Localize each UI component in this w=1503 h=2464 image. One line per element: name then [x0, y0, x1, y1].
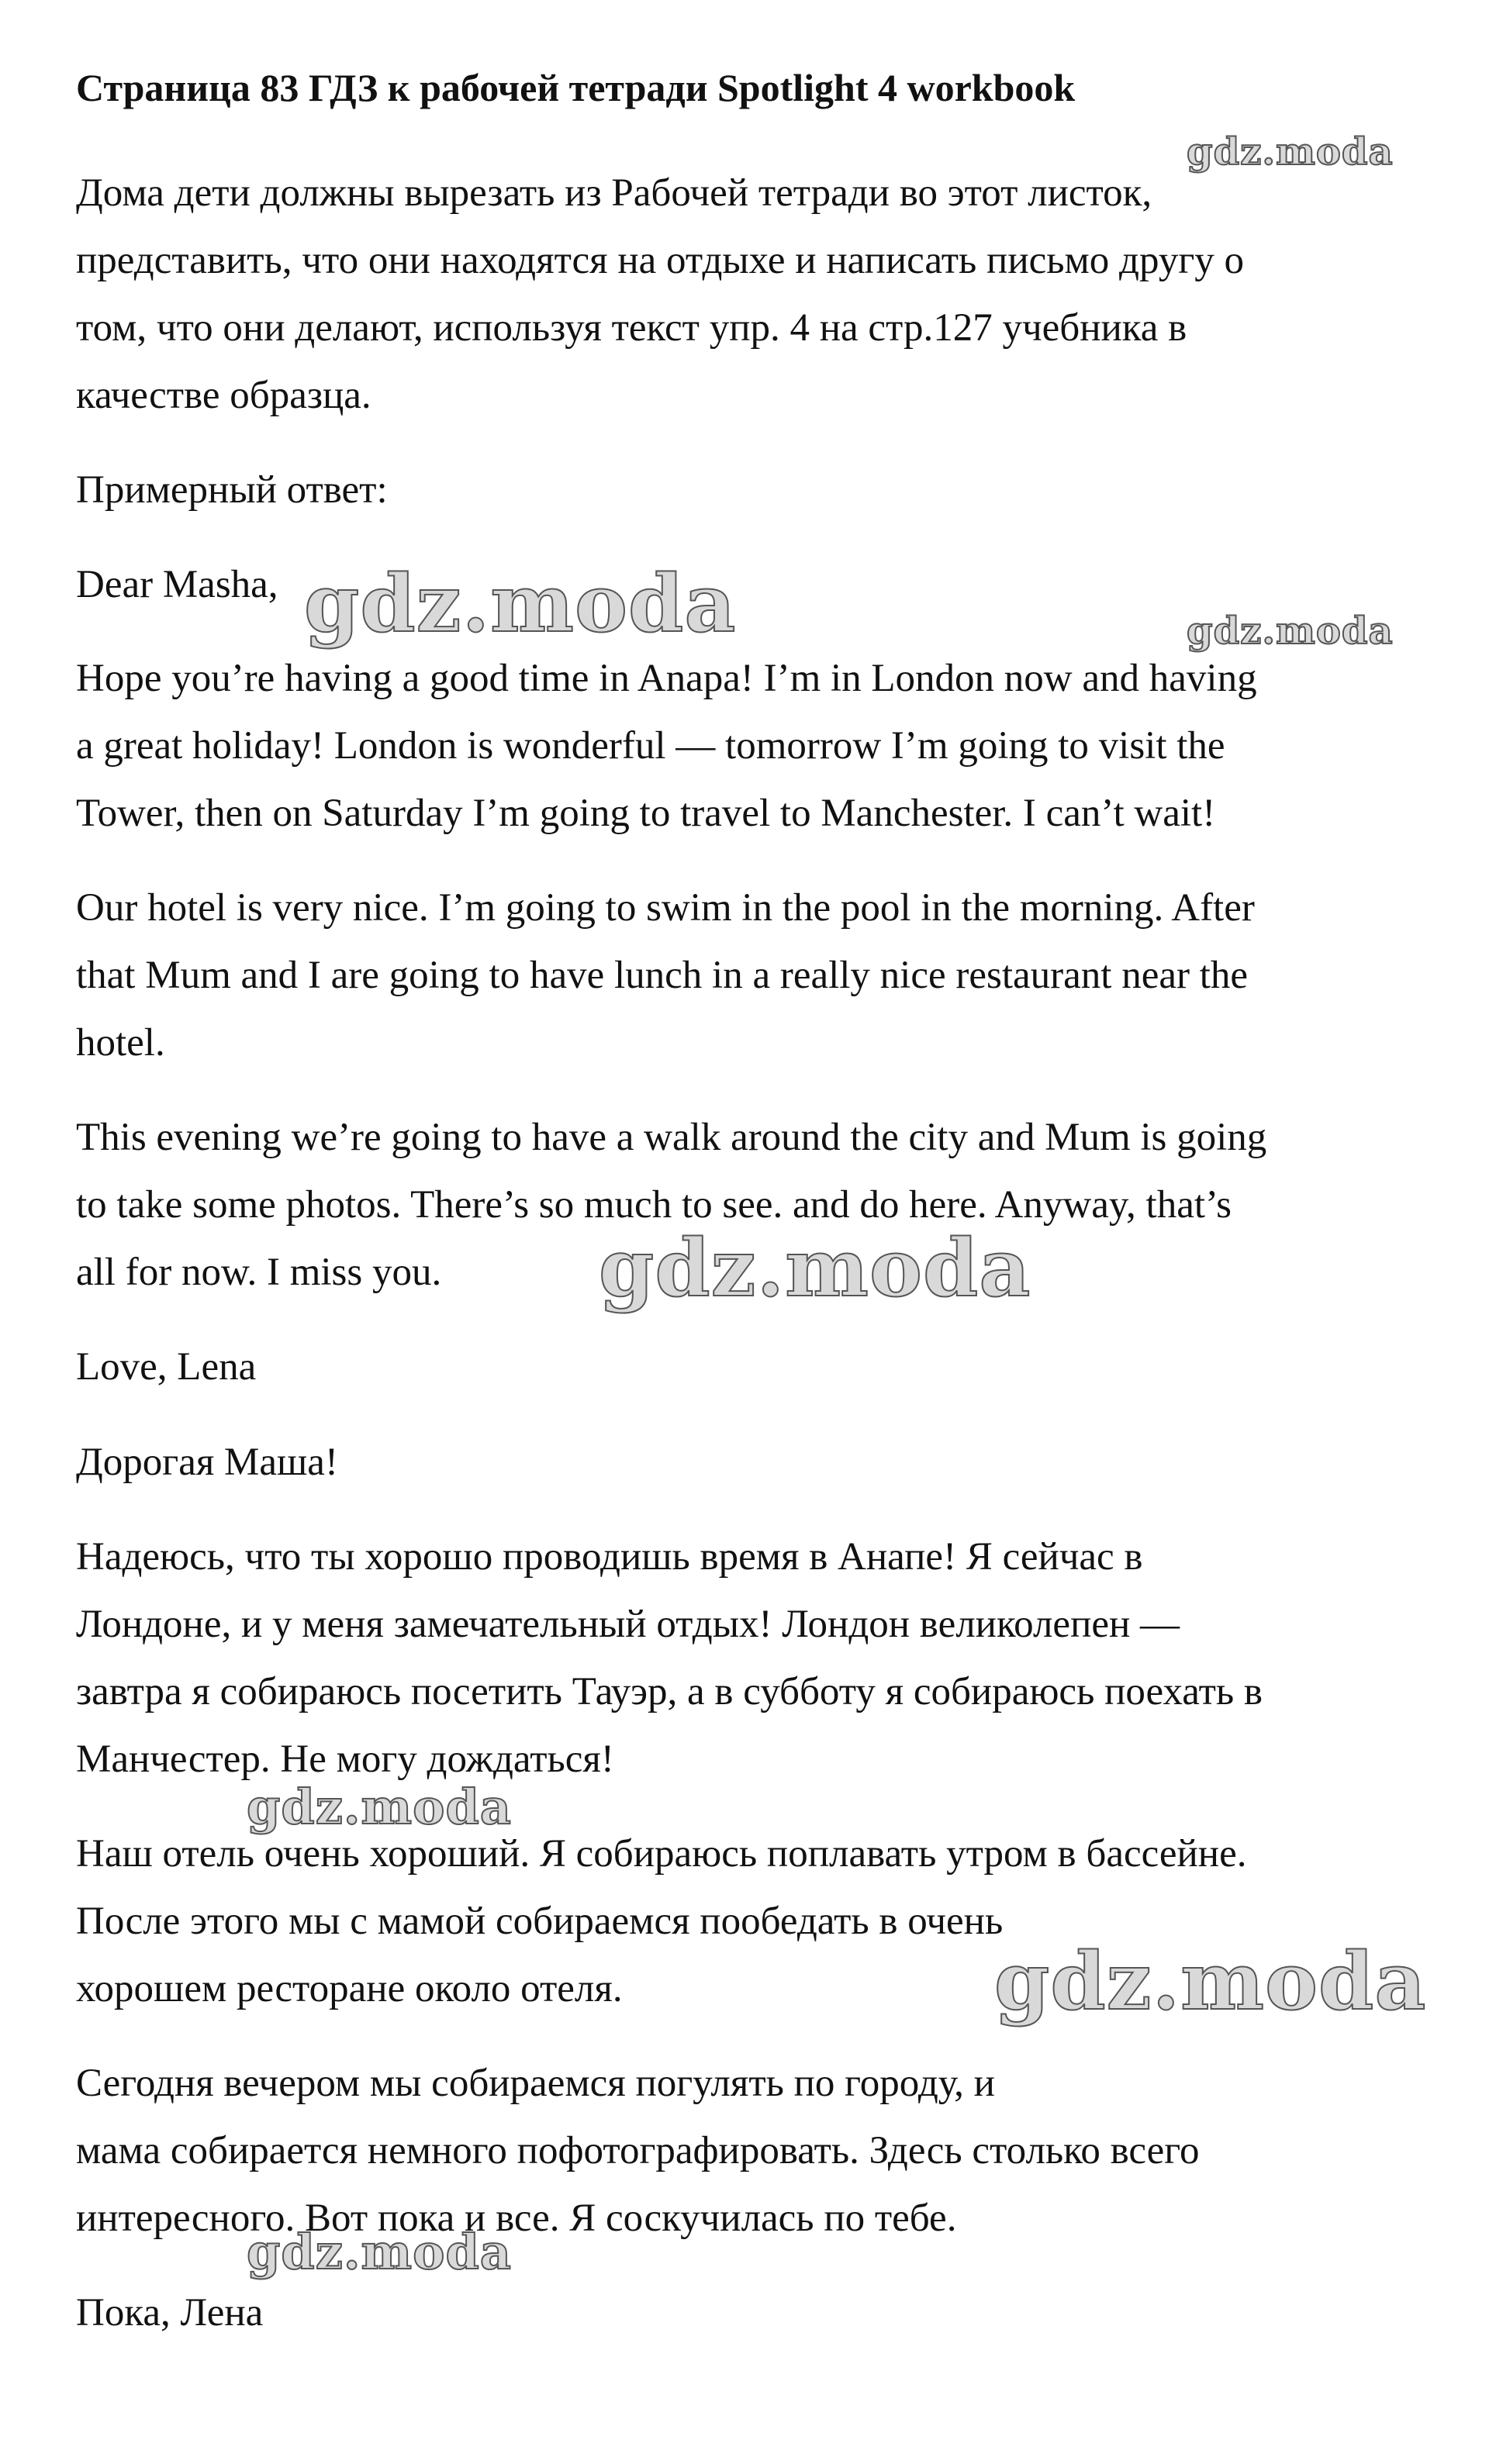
- english-paragraph-2-line-3: hotel.: [76, 1021, 165, 1065]
- english-paragraph-1-line-1: Hope you’re having a good time in Anapa! I’m in London now and having: [76, 657, 1257, 700]
- instruction-line-3: том, что они делают, используя текст упр. 4 на стр.127 учебника в: [76, 306, 1187, 350]
- russian-greeting: Дорогая Маша!: [76, 1441, 338, 1484]
- russian-paragraph-1-line-1: Надеюсь, что ты хорошо проводишь время в Анапе! Я сейчас в: [76, 1535, 1143, 1579]
- instruction-line-1: Дома дети должны вырезать из Рабочей тетради во этот листок,: [76, 171, 1152, 215]
- english-paragraph-2-line-1: Our hotel is very nice. I’m going to swim in the pool in the morning. After: [76, 886, 1255, 930]
- watermark: gdz.moda: [994, 1935, 1427, 2028]
- english-greeting: Dear Masha,: [76, 563, 278, 606]
- page-title: Страница 83 ГДЗ к рабочей тетради Spotlight 4 workbook: [76, 66, 1076, 109]
- english-closing: Love, Lena: [76, 1345, 257, 1389]
- russian-paragraph-2-line-3: хорошем ресторане около отеля.: [76, 1967, 623, 2010]
- sample-answer-label: Примерный ответ:: [76, 468, 388, 512]
- english-paragraph-1-line-2: a great holiday! London is wonderful — tomorrow I’m going to visit the: [76, 724, 1225, 768]
- russian-paragraph-3-line-3: интересного. Вот пока и все. Я соскучилась по тебе.: [76, 2197, 957, 2240]
- russian-closing: Пока, Лена: [76, 2291, 264, 2335]
- watermark: gdz.moda: [247, 2224, 512, 2280]
- russian-paragraph-1-line-3: завтра я собираюсь посетить Тауэр, а в субботу я собираюсь поехать в: [76, 1670, 1263, 1713]
- watermark: gdz.moda: [599, 1222, 1031, 1315]
- english-paragraph-3-line-3: all for now. I miss you.: [76, 1251, 442, 1294]
- instruction-line-4: качестве образца.: [76, 374, 371, 417]
- english-paragraph-3-line-2: to take some photos. There’s so much to see. and do here. Anyway, that’s: [76, 1183, 1232, 1227]
- russian-paragraph-2-line-1: Наш отель очень хороший. Я собираюсь поплавать утром в бассейне.: [76, 1832, 1247, 1876]
- english-paragraph-3-line-1: This evening we’re going to have a walk around the city and Mum is going: [76, 1116, 1267, 1159]
- english-paragraph-2-line-2: that Mum and I are going to have lunch in a really nice restaurant near the: [76, 954, 1248, 997]
- english-paragraph-1-line-3: Tower, then on Saturday I’m going to travel to Manchester. I can’t wait!: [76, 792, 1216, 835]
- russian-paragraph-3-line-2: мама собирается немного пофотографировать. Здесь столько всего: [76, 2129, 1200, 2172]
- instruction-line-2: представить, что они находятся на отдыхе и написать письмо другу о: [76, 239, 1244, 282]
- watermark: gdz.moda: [1187, 609, 1394, 653]
- watermark: gdz.moda: [1187, 130, 1394, 174]
- russian-paragraph-1-line-2: Лондоне, и у меня замечательный отдых! Лондон великолепен —: [76, 1603, 1180, 1646]
- russian-paragraph-3-line-1: Сегодня вечером мы собираемся погулять по городу, и: [76, 2062, 995, 2105]
- watermark: gdz.moda: [304, 557, 737, 651]
- russian-paragraph-2-line-2: После этого мы с мамой собираемся пообедать в очень: [76, 1900, 1004, 1943]
- watermark: gdz.moda: [247, 1779, 512, 1835]
- russian-paragraph-1-line-4: Манчестер. Не могу дождаться!: [76, 1738, 614, 1781]
